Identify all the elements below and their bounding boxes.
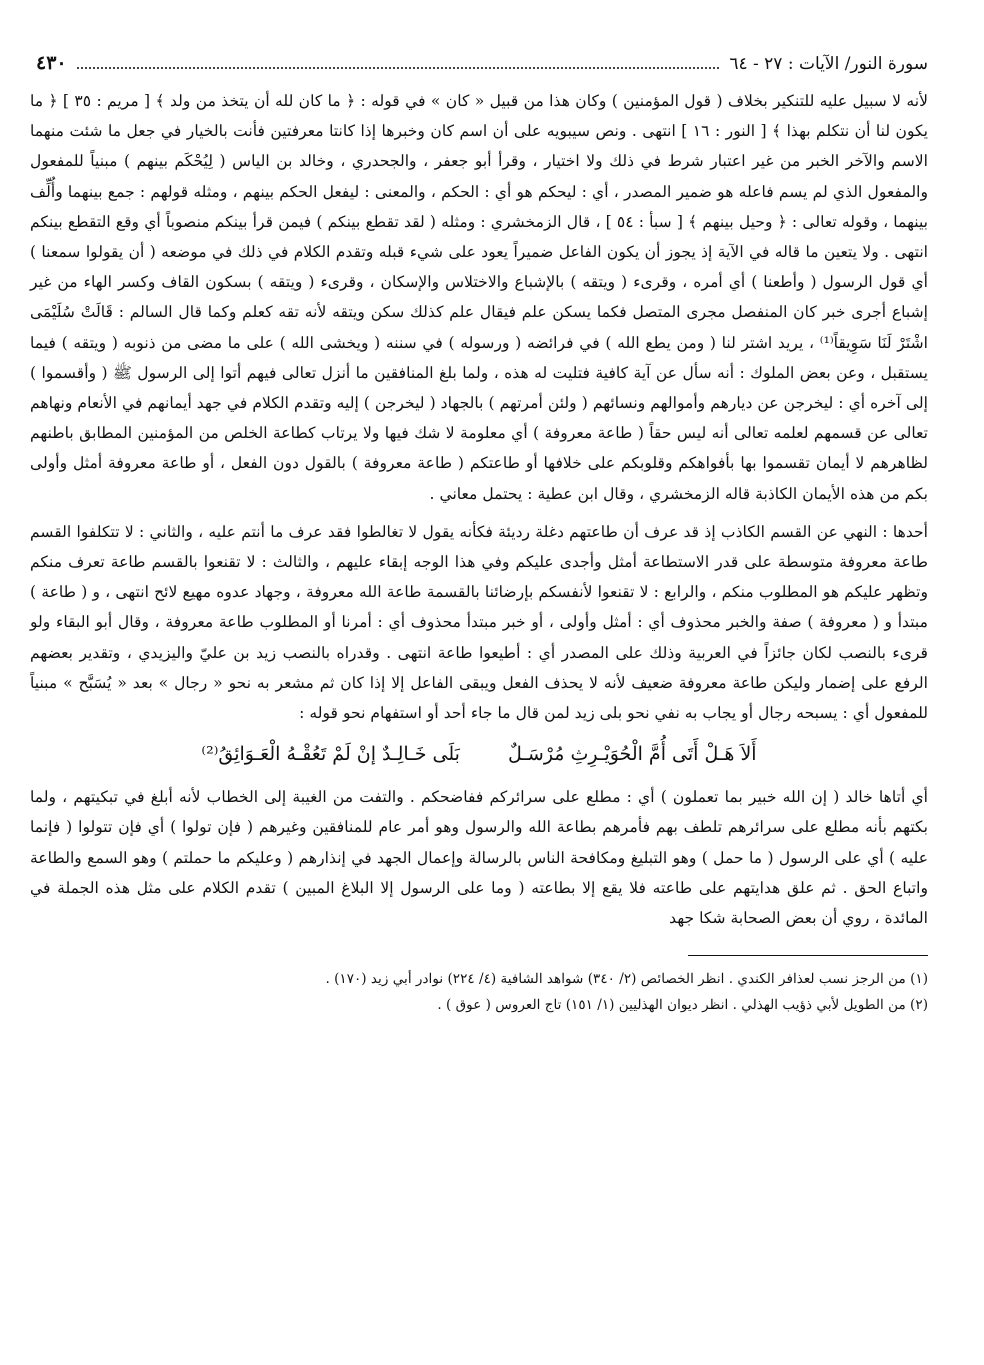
surah-title: سورة النور/ الآيات : ٢٧ - ٦٤: [729, 54, 928, 74]
main-text: [30, 86, 928, 933]
page-number: ٤٣٠: [36, 52, 67, 74]
poem-verse: [30, 734, 928, 774]
footnote: (٢) من الطويل لأبي ذؤيب الهذلي . انظر ديوان الهذليين (١/ ١٥١) تاج العروس ( عوق ) .: [437, 997, 928, 1014]
paragraph: أي أتاها خالد ( إن الله خبير بما تعملون ) أي : مطلع على سرائركم ففاضحكم . والتفت من الغيبة إلى الخطاب لأنه أبلغ في تبكيتهم ، ولما بكتهم بأنه مطلع على سرائرهم تلطف بهم فأمرهم بطاعة الله والرسول وهو أمر عام للمنافقين وغيرهم ( فإن تولوا ) أي فإن تتولوا ( فإنما عليه ) أي على الرسول ( ما حمل ) وهو التبليغ ومكافحة الناس بالرسالة وإعمال الجهد في إنذارهم ( وعليكم ما حملتم ) وهو السمع والطاعة واتباع الحق . ثم علق هدايتهم على طاعته فلا يقع إلا بطاعته ( وما على الرسول إلا البلاغ المبين ) تقدم الكلام على مثل هذه الجملة في المائدة ، روي أن بعض الصحابة شكا جهد: [30, 788, 928, 928]
dotted-leader: [77, 67, 720, 69]
paragraph: أحدها : النهي عن القسم الكاذب إذ قد عرف أن طاعتهم دغلة رديئة فكأنه يقول لا تغالطوا فقد عرف ما أنتم عليه ، والثاني : لا تتكلفوا القسم طاعة معروفة متوسطة على قدر الاستطاعة أمثل وأجدى عليكم وفي هذا الوجه إبقاء عليهم ، والثالث : لا تقنعوا بالقسم طاعة تعرف منكم وتظهر عليكم هو المطلوب منكم ، والرابع : لا تقنعوا لأنفسكم بإرضائنا بالقسمة طاعة الله معروفة ، وجهاد عدوه مهيع لائح انتهى ، و ( طاعة ) مبتدأ و ( معروفة ) صفة والخبر محذوف أي : أمثل وأولى ، أو خبر مبتدأ محذوف أي : أمرنا أو المطلوب طاعة معروفة ، وقال أبو البقاء ولو قرىء بالنصب لكان جائزاً في العربية وذلك على المصدر أي : أطيعوا طاعة انتهى . وقدراه بالنصب زيد بن عليّ واليزيدي ، وتقدير بعضهم الرفع على إضمار وليكن طاعة معروفة ضعيف لأنه لا يحذف الفعل ويبقى الفاعل إلا إذا كان ثم مشعر به نحو « رجال » بعد « يُسَبَّح » مبنياً للمفعول أي : يسبحه رجال أو يجاب به نفي نحو بلى زيد لمن قال ما جاء أحد أو استفهام نحو قوله :: [30, 522, 928, 723]
footnote: (١) من الرجز نسب لعذافر الكندي . انظر الخصائص (٢/ ٣٤٠) شواهد الشافية (٤/ ٢٢٤) نوادر أبي زيد (١٧٠) .: [325, 971, 928, 988]
footnote-divider: [688, 955, 928, 956]
footnotes: [30, 966, 928, 1018]
paragraph: لأنه لا سبيل عليه للتنكير بخلاف ( قول المؤمنين ) وكان هذا من قبيل « كان » في قوله : ﴿ ما كان لله أن يتخذ من ولد ﴾ [ مريم : ٣٥ ] ﴿ ما يكون لنا أن نتكلم بهذا ﴾ [ النور : ١٦ ] انتهى . ونص سيبويه على أن اسم كان وخبرها إذا كانتا معرفتين فأنت بالخيار في جعل ما شئت منهما الاسم والآخر الخبر من غير اعتبار شرط في ذلك ولا اختيار ، وقرأ أبو جعفر ، والجحدري ، وخالد بن الياس ( لِيُحْكَم بينهم ) مبنياً للمفعول والمفعول الذي لم يسم فاعله هو ضمير المصدر ، أي : ليحكم هو أي : الحكم ، والمعنى : ليفعل الحكم بينهم ، ومثله قولهم : جمع بينهما وأُلِّف بينهما ، وقوله تعالى : ﴿ وحيل بينهم ﴾ [ سبأ : ٥٤ ] ، قال الزمخشري : ومثله ( لقد تقطع بينكم ) فيمن قرأ بينكم منصوباً أي وقع التقطع بينكم انتهى . ولا يتعين ما قاله في الآية إذ يجوز أن يكون الفاعل ضميراً يعود على شيء قبله وتقدم الكلام في ذلك في موضعه ( أن يقولوا سمعنا ) أي قول الرسول ( وأطعنا ) أي أمره ، وقرىء ( ويتقه ) بالإشباع والاختلاس والإسكان ، وقرىء ( ويتقه ) بسكون القاف وكسر الهاء من غير إشباع أجرى خبر كان المنفصل مجرى المتصل فكما يسكن علم فيقال علم كذلك سكن ويتقه لأنه تقه كعلم وكما قال السالم : قَالَتْ سُلَيْمَى اشْتَرْ لَنَا سَوِيقاً⁽¹⁾ ، يريد اشتر لنا ( ومن يطع الله ) في فرائضه ( ورسوله ) في سننه ( ويخشى الله ) على ما مضى من ذنوبه ( ويتقه ) فيما يستقبل ، وعن بعض الملوك : أنه سأل عن آية كافية فتليت له هذه ، ولما بلغ المنافقين ما أنزل تعالى فيهم أتوا إلى الرسول ﷺ ( وأقسموا ) إلى آخره أي : ليخرجن عن ديارهم وأموالهم ونسائهم ( ولئن أمرتهم ) بالجهاد ( ليخرجن ) إليه وتقدم الكلام في جهد أيمانهم في الأنعام ونهاهم تعالى عن قسمهم لعلمه تعالى أنه ليس حقاً ( طاعة معروفة ) أي معلومة لا شك فيها ولا يرتاب كطاعة الخلص من المؤمنين المطابق باطنهم لظاهرهم لا أيمان تقسموا بها بأفواهكم وقلوبكم على خلافها أو طاعتكم ( طاعة معروفة ) بالقول دون الفعل ، أو طاعة معروفة أمثل وأولى بكم من هذه الأيمان الكاذبة قاله الزمخشري ، وقال ابن عطية : يحتمل معاني .: [30, 92, 929, 503]
running-header: [30, 52, 928, 86]
poem-hemistich-first: أَلاَ هَـلْ أَتَى أُمَّ الْحُوَيْـرِثِ مُرْسَـلٌ: [507, 743, 757, 766]
poem-hemistich-second: بَلَى خَـالِـدٌ إنْ لَمْ تَعُقْـهُ الْعَـوَائِقُ⁽²⁾: [201, 743, 460, 766]
